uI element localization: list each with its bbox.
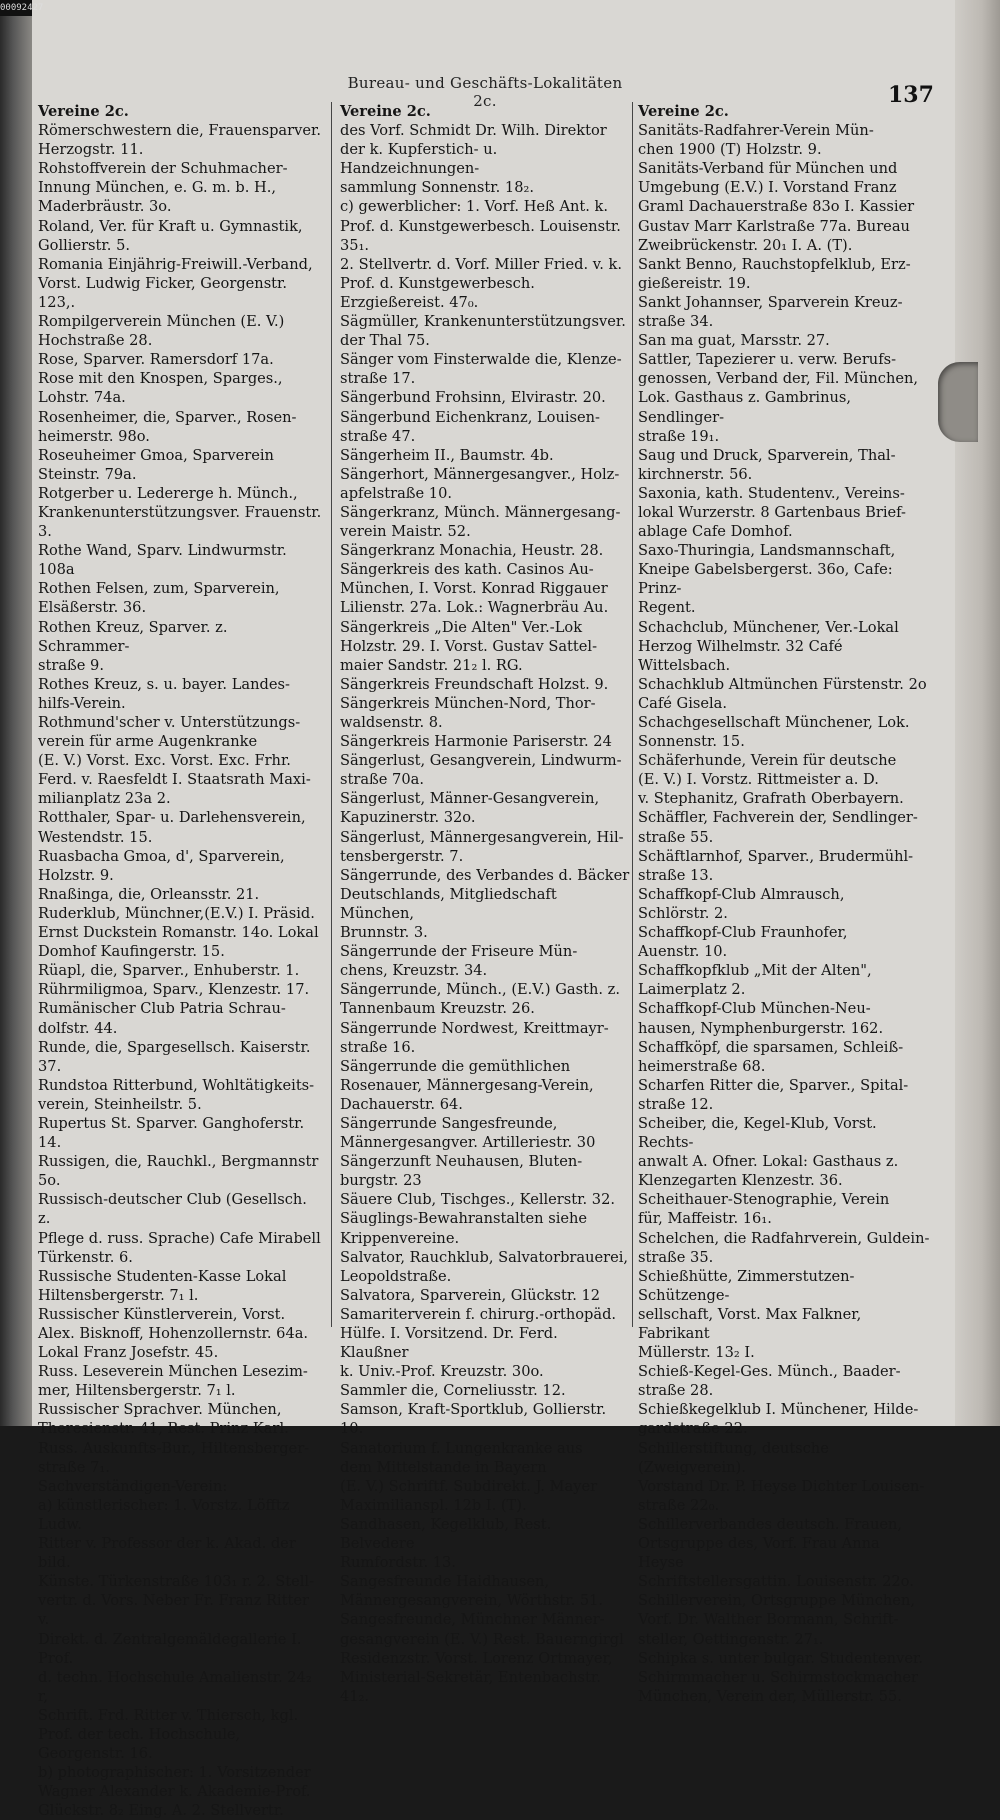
- directory-line: Schillerverein, Ortsgruppe München,: [638, 1592, 915, 1610]
- directory-line: mer, Hiltensbergerstr. 7₁ l.: [38, 1382, 236, 1400]
- directory-line: Holzstr. 29. I. Vorst. Gustav Sattel-: [340, 637, 598, 655]
- directory-line: Sängerlust, Männer-Gesangverein,: [340, 790, 600, 808]
- directory-line: Schießhütte, Zimmerstutzen-Schützenge-: [638, 1267, 855, 1304]
- directory-line: a) künstlerischer: 1. Vorstz. Löfftz Ludw.: [38, 1496, 290, 1533]
- directory-line: Sonnenstr. 15.: [638, 733, 745, 751]
- directory-line: dolfstr. 44.: [38, 1019, 118, 1037]
- directory-line: Sängerrunde der Friseure Mün-: [340, 943, 578, 961]
- directory-line: Türkenstr. 6.: [38, 1248, 133, 1266]
- directory-line: Sängerzunft Neuhausen, Bluten-: [340, 1153, 583, 1171]
- directory-line: Graml Dachauerstraße 83o I. Kassier: [638, 198, 915, 216]
- directory-line: Rumfordstr. 13.: [340, 1554, 456, 1572]
- directory-line: Lokal Franz Josefstr. 45.: [38, 1344, 219, 1362]
- directory-line: Maximilianspl. 12b I. (T).: [340, 1496, 527, 1514]
- directory-line: Rohstoffverein der Schuhmacher-: [38, 160, 288, 178]
- book-gutter: [0, 0, 44, 1426]
- directory-line: Roland, Ver. für Kraft u. Gymnastik,: [38, 217, 303, 235]
- directory-line: straße 47.: [340, 427, 416, 445]
- directory-line: München, I. Vorst. Konrad Riggauer: [340, 580, 608, 598]
- directory-line: Schlörstr. 2.: [638, 904, 728, 922]
- directory-line: Müllerstr. 13₂ I.: [638, 1344, 755, 1362]
- directory-line: straße 19₁.: [638, 427, 720, 445]
- directory-line: 2. Stellvertr. d. Vorf. Miller Fried. v. k.: [340, 255, 623, 273]
- directory-line: Sängerrunde Sangesfreunde,: [340, 1114, 558, 1132]
- directory-line: Rothen Felsen, zum, Sparverein,: [38, 580, 280, 598]
- directory-line: der k. Kupferstich- u. Handzeichnungen-: [340, 141, 498, 178]
- directory-line: (E. V.) I. Vorstz. Rittmeister a. D.: [638, 771, 879, 789]
- directory-line: Laimerplatz 2.: [638, 981, 746, 999]
- column-heading: Vereine 2c.: [340, 103, 431, 120]
- directory-line: Säuglings-Bewahranstalten siehe: [340, 1210, 588, 1228]
- directory-line: vertr. d. Vors. Neber Fr. Franz Ritter v.: [38, 1592, 310, 1629]
- directory-line: v. Stephanitz, Grafrath Oberbayern.: [638, 790, 904, 808]
- directory-line: Rothmund'scher v. Unterstützungs-: [38, 714, 301, 731]
- directory-line: Russische Studenten-Kasse Lokal: [38, 1267, 287, 1285]
- directory-line: Sängerrunde, Münch., (E.V.) Gasth. z.: [340, 981, 620, 999]
- directory-line: Russ. Auskunfts-Bur., Hiltensberger-: [38, 1439, 310, 1457]
- directory-line: Direkt. d. Zentralgemäldegallerie I. Prof.: [38, 1630, 302, 1667]
- directory-line: Männergesangver. Artilleriestr. 30: [340, 1134, 596, 1152]
- directory-line: ablage Cafe Domhof.: [638, 523, 793, 541]
- directory-line: Vorf. Dr. Walther Bormann, Schrift-: [638, 1611, 899, 1629]
- directory-line: burgstr. 23: [340, 1172, 422, 1190]
- directory-line: Sängerkreis Harmonie Pariserstr. 24: [340, 733, 612, 751]
- directory-line: heimerstr. 98o.: [38, 427, 150, 445]
- directory-line: Sängerbund Eichenkranz, Louisen-: [340, 408, 600, 426]
- directory-line: Sängerheim II., Baumstr. 4b.: [340, 446, 554, 464]
- directory-line: Rnaßinga, die, Orleansstr. 21.: [38, 885, 260, 903]
- directory-line: Klenzegarten Klenzestr. 36.: [638, 1172, 843, 1190]
- directory-line: sellschaft, Vorst. Max Falkner, Fabrikant: [638, 1305, 862, 1342]
- directory-line: Sängerrunde die gemüthlichen: [340, 1057, 571, 1075]
- directory-line: Maderbräustr. 3o.: [38, 198, 172, 216]
- directory-line: Schachgesellschaft Münchener, Lok.: [638, 714, 910, 731]
- directory-line: Prof. der tech. Hochschule, Georgenstr. 16.: [38, 1725, 241, 1763]
- directory-line: Westendstr. 15.: [38, 828, 153, 846]
- directory-line: Römerschwestern die, Frauensparver.: [38, 122, 321, 140]
- directory-line: Deutschlands, Mitgliedschaft München,: [340, 885, 557, 922]
- directory-line: Schaffköpf, die sparsamen, Schleiß-: [638, 1038, 904, 1056]
- directory-line: chens, Kreuzstr. 34.: [340, 962, 488, 980]
- directory-line: Herzogstr. 11.: [38, 141, 144, 159]
- page-edge: [955, 0, 1000, 1426]
- directory-line: Café Gisela.: [638, 694, 728, 712]
- directory-line: Sängerkreis Freundschaft Holzst. 9.: [340, 675, 609, 693]
- column-2: [340, 102, 630, 1706]
- directory-line: Elsäßerstr. 36.: [38, 599, 147, 617]
- directory-line: Holzstr. 9.: [38, 866, 114, 884]
- directory-line: c) gewerblicher: 1. Vorf. Heß Ant. k.: [340, 198, 609, 216]
- directory-line: straße 9.: [38, 656, 104, 674]
- directory-line: Gustav Marr Karlstraße 77a. Bureau: [638, 217, 910, 235]
- directory-line: b) photographischer: 1. Vorsitzender: [38, 1764, 311, 1782]
- directory-line: Scharfen Ritter die, Sparver., Spital-: [638, 1076, 909, 1094]
- directory-line: für, Maffeistr. 16₁.: [638, 1210, 772, 1228]
- directory-line: verein für arme Augenkranke: [38, 733, 258, 751]
- directory-line: Vorstand Dr. P. Heyse Dichter Louisen-: [638, 1477, 925, 1495]
- directory-line: (E. V.) Schriftf. Subdirekt. J. Mayer: [340, 1477, 598, 1495]
- column-1: [38, 102, 323, 1820]
- directory-line: (E. V.) Vorst. Exc. Vorst. Exc. Frhr.: [38, 752, 291, 770]
- directory-line: Ferd. v. Raesfeldt I. Staatsrath Maxi-: [38, 771, 311, 789]
- running-head: Bureau- und Geschäfts-Lokalitäten 2c.: [347, 74, 623, 110]
- directory-line: hilfs-Verein.: [38, 694, 126, 712]
- column-heading: Vereine 2c.: [638, 103, 729, 120]
- directory-line: Vorst. Ludwig Ficker, Georgenstr. 123,.: [38, 274, 288, 311]
- directory-line: straße 16.: [340, 1038, 416, 1056]
- directory-line: Russigen, die, Rauchkl., Bergmannstr 5o.: [38, 1153, 319, 1190]
- directory-line: Rosenauer, Männergesang-Verein,: [340, 1076, 594, 1094]
- directory-line: Rotthaler, Spar- u. Darlehensverein,: [38, 809, 306, 827]
- directory-line: Ortsgruppe des, Vorf. Frau Anna Heyse: [638, 1535, 880, 1572]
- directory-line: Rose mit den Knospen, Sparges.,: [38, 370, 283, 388]
- directory-line: des Vorf. Schmidt Dr. Wilh. Direktor: [340, 122, 607, 140]
- directory-line: Regent.: [638, 599, 696, 617]
- directory-line: Salvatora, Sparverein, Glückstr. 12: [340, 1286, 601, 1304]
- column-rule: [632, 102, 633, 1327]
- directory-line: Runde, die, Spargesellsch. Kaiserstr. 37.: [38, 1038, 311, 1075]
- directory-line: Krippenvereine.: [340, 1229, 460, 1247]
- directory-line: Leopoldstraße.: [340, 1267, 452, 1285]
- column-rule: [331, 102, 332, 1327]
- directory-line: straße 35.: [638, 1248, 714, 1266]
- directory-line: tensbergerstr. 7.: [340, 847, 464, 865]
- directory-line: Innung München, e. G. m. b. H.,: [38, 179, 277, 197]
- directory-line: straße 55.: [638, 828, 714, 846]
- directory-line: Tannenbaum Kreuzstr. 26.: [340, 1000, 535, 1018]
- directory-line: Sängerbund Frohsinn, Elvirastr. 20.: [340, 389, 606, 407]
- directory-line: Dachauerstr. 64.: [340, 1095, 463, 1113]
- directory-line: Sängerlust, Männergesangverein, Hil-: [340, 828, 624, 846]
- directory-line: Rose, Sparver. Ramersdorf 17a.: [38, 351, 274, 369]
- directory-line: Alex. Bisknoff, Hohenzollernstr. 64a.: [38, 1325, 309, 1342]
- directory-line: Schaffkopfklub „Mit der Alten",: [638, 962, 872, 980]
- directory-line: Sängerrunde, des Verbandes d. Bäcker: [340, 866, 630, 884]
- directory-line: Schipka s. unter bulgar. Studentenver.: [638, 1649, 923, 1667]
- directory-line: Hochstraße 28.: [38, 332, 153, 350]
- directory-line: Auenstr. 10.: [638, 943, 728, 961]
- directory-line: straße 28.: [638, 1382, 714, 1400]
- directory-line: Schelchen, die Radfahrverein, Guldein-: [638, 1229, 930, 1247]
- directory-line: Rumänischer Club Patria Schrau-: [38, 1000, 286, 1018]
- directory-line: Sanitäts-Radfahrer-Verein Mün-: [638, 122, 874, 140]
- directory-line: Roseuheimer Gmoa, Sparverein: [38, 446, 274, 464]
- directory-line: Romania Einjährig-Freiwill.-Verband,: [38, 255, 313, 273]
- directory-line: d. techn. Hochschule Amalienstr. 24₂ r,: [38, 1668, 312, 1705]
- directory-line: Rompilgerverein München (E. V.): [38, 313, 285, 331]
- directory-line: straße 7₁.: [38, 1458, 110, 1476]
- directory-line: straße 17.: [340, 370, 416, 388]
- directory-line: Rundstoa Ritterbund, Wohltätigkeits-: [38, 1076, 315, 1094]
- directory-line: Hiltensbergerstr. 7₁ l.: [38, 1286, 199, 1304]
- directory-line: Samson, Kraft-Sportklub, Gollierstr. 10.: [340, 1401, 607, 1438]
- directory-line: Brunnstr. 3.: [340, 924, 428, 942]
- directory-line: Lok. Gasthaus z. Gambrinus, Sendlinger-: [638, 389, 852, 426]
- directory-line: Saug und Druck, Sparverein, Thal-: [638, 446, 896, 464]
- directory-line: Lilienstr. 27a. Lok.: Wagnerbräu Au.: [340, 599, 609, 617]
- directory-line: Wagner Alexander k. Akademie-Prof.: [38, 1783, 311, 1801]
- directory-line: Rothen Kreuz, Sparver. z. Schrammer-: [38, 618, 228, 655]
- directory-line: Domhof Kaufingerstr. 15.: [38, 943, 225, 961]
- directory-line: verein Maistr. 52.: [340, 523, 471, 541]
- column-3: [638, 102, 930, 1706]
- directory-line: Schieß-Kegel-Ges. Münch., Baader-: [638, 1363, 901, 1381]
- directory-line: Sankt Benno, Rauchstopfelklub, Erz-: [638, 255, 911, 273]
- directory-line: gesangverein (E. V.) Rest. Bauerngirgl: [340, 1630, 624, 1648]
- directory-line: gardstraße 22.: [638, 1420, 748, 1438]
- directory-line: Prof. d. Kunstgewerbesch. Louisenstr. 35₁.: [340, 217, 621, 254]
- directory-line: Residenzstr. Vorst. Lorenz Ortmayer,: [340, 1649, 613, 1667]
- directory-line: dem Mittelstande in Bayern: [340, 1458, 547, 1476]
- directory-line: straße 22₀.: [638, 1496, 720, 1514]
- directory-line: Ruderklub, Münchner,(E.V.) I. Präsid.: [38, 904, 315, 922]
- column-heading: Vereine 2c.: [38, 103, 129, 120]
- directory-line: Sangesfreunde Haidhausen,: [340, 1573, 550, 1591]
- directory-line: Krankenunterstützungsver. Frauenstr. 3.: [38, 503, 322, 541]
- directory-line: Steinstr. 79a.: [38, 465, 137, 483]
- directory-line: Prof. d. Kunstgewerbesch. Erzgießereist. 47₀.: [340, 274, 535, 311]
- directory-line: der Thal 75.: [340, 332, 430, 350]
- directory-line: Künste. Türkenstraße 103₁ r. 2. Stell-: [38, 1573, 315, 1591]
- directory-line: Gollierstr. 5.: [38, 236, 130, 254]
- directory-line: München, Verein der, Müllerstr. 55.: [638, 1687, 902, 1705]
- directory-line: Samariterverein f. chirurg.-orthopäd.: [340, 1305, 617, 1323]
- directory-line: Sängerrunde Nordwest, Kreittmayr-: [340, 1019, 609, 1037]
- directory-line: Sachverständigen-Verein:: [38, 1477, 228, 1495]
- directory-line: Salvator, Rauchklub, Salvatorbrauerei,: [340, 1248, 629, 1266]
- directory-line: heimerstraße 68.: [638, 1057, 766, 1075]
- directory-line: chen 1900 (T) Holzstr. 9.: [638, 141, 822, 159]
- directory-line: Ritter v. Professor der k. Akad. der bild.: [38, 1535, 296, 1572]
- directory-line: Sängerkranz Monachia, Heustr. 28.: [340, 542, 604, 560]
- directory-line: Schrift. Frd. Ritter v. Thiersch, kgl.: [38, 1706, 299, 1724]
- directory-line: Sängerhort, Männergesangver., Holz-: [340, 465, 620, 483]
- directory-line: Scheithauer-Stenographie, Verein: [638, 1191, 890, 1209]
- directory-line: Russisch-deutscher Club (Gesellsch. z.: [38, 1191, 307, 1228]
- directory-line: Schachklub Altmünchen Fürstenstr. 2o: [638, 675, 927, 693]
- directory-line: Sanatorium f. Lungenkranke aus: [340, 1439, 583, 1457]
- directory-line: straße 12.: [638, 1095, 714, 1113]
- directory-line: Rothes Kreuz, s. u. bayer. Landes-: [38, 675, 290, 693]
- directory-line: Ernst Duckstein Romanstr. 14o. Lokal: [38, 924, 319, 942]
- directory-line: Sangesfreunde, Münchner Männer-: [340, 1611, 605, 1629]
- directory-line: Umgebung (E.V.) I. Vorstand Franz: [638, 179, 897, 197]
- directory-line: maier Sandstr. 21₂ l. RG.: [340, 656, 523, 674]
- thumb-index-tab: [938, 362, 978, 442]
- directory-line: Schäffler, Fachverein der, Sendlinger-: [638, 809, 918, 827]
- directory-line: Hülfe. I. Vorsitzend. Dr. Ferd. Klaußner: [340, 1325, 558, 1362]
- directory-line: Rupertus St. Sparver. Ganghoferstr. 14.: [38, 1114, 305, 1152]
- directory-line: Sängerkreis des kath. Casinos Au-: [340, 561, 594, 579]
- directory-line: Schirmmacher u. Schirmstockmacher: [638, 1668, 919, 1686]
- directory-line: straße 34.: [638, 313, 714, 331]
- directory-line: Rothe Wand, Sparv. Lindwurmstr. 108a: [38, 542, 287, 579]
- scan-id: 00092427: [0, 0, 32, 16]
- directory-line: Kneipe Gabelsbergerst. 36o, Cafe: Prinz-: [638, 561, 893, 598]
- directory-line: San ma guat, Marsstr. 27.: [638, 332, 830, 350]
- directory-line: Kapuzinerstr. 32o.: [340, 809, 476, 827]
- directory-line: Russischer Künstlerverein, Vorst.: [38, 1305, 286, 1323]
- directory-line: Lohstr. 74a.: [38, 389, 126, 407]
- directory-line: Sängerkreis „Die Alten" Ver.-Lok: [340, 618, 583, 636]
- directory-line: Rotgerber u. Ledererge h. Münch.,: [38, 484, 298, 502]
- directory-line: Saxo-Thuringia, Landsmannschaft,: [638, 542, 896, 560]
- directory-line: Sängerkreis München-Nord, Thor-: [340, 694, 596, 712]
- directory-line: lokal Wurzerstr. 8 Gartenbaus Brief-: [638, 503, 906, 521]
- directory-line: Schillerverbandes deutsch. Frauen,: [638, 1515, 903, 1533]
- directory-line: verein, Steinheilstr. 5.: [38, 1095, 202, 1113]
- directory-line: Sammler die, Corneliusstr. 12.: [340, 1382, 566, 1400]
- directory-line: kirchnerstr. 56.: [638, 465, 753, 483]
- directory-line: Schaffkopf-Club München-Neu-: [638, 1000, 871, 1018]
- directory-line: Russ. Leseverein München Lesezim-: [38, 1363, 308, 1381]
- directory-line: Sandhasen, Kegelklub, Rest. Belvedere: [340, 1515, 552, 1553]
- directory-line: genossen, Verband der, Fil. München,: [638, 370, 919, 388]
- directory-line: Russischer Sprachver. München,: [38, 1401, 282, 1419]
- directory-line: Scheiber, die, Kegel-Klub, Vorst. Rechts-: [638, 1114, 877, 1152]
- directory-line: Rosenheimer, die, Sparver., Rosen-: [38, 408, 297, 426]
- directory-line: Sankt Johannser, Sparverein Kreuz-: [638, 293, 903, 311]
- directory-line: Glückstr. 8₂ Eing. A. 2. Stellvertr.: [38, 1802, 284, 1820]
- directory-line: Theresienstr. 41, Rest. Prinz Karl.: [38, 1420, 289, 1438]
- directory-line: Sattler, Tapezierer u. verw. Berufs-: [638, 351, 897, 369]
- directory-line: Zweibrückenstr. 20₁ I. A. (T).: [638, 236, 853, 254]
- directory-line: Schießkegelklub I. Münchener, Hilde-: [638, 1401, 919, 1419]
- directory-line: Ministerial-Sekretär, Entenbachstr. 41₂.: [340, 1668, 601, 1705]
- directory-line: Männergesangverein, Wörthstr. 51.: [340, 1592, 604, 1610]
- directory-line: gießereistr. 19.: [638, 274, 751, 292]
- directory-line: Schillerstiftung, deutsche (Zweigverein).: [638, 1439, 829, 1476]
- directory-line: straße 13.: [638, 866, 714, 884]
- directory-line: sammlung Sonnenstr. 18₂.: [340, 179, 534, 197]
- directory-line: k. Univ.-Prof. Kreuzstr. 30o.: [340, 1363, 544, 1381]
- directory-line: Herzog Wilhelmstr. 32 Café Wittelsbach.: [638, 637, 843, 674]
- directory-line: Schriftstellersgattin. Louisenstr. 22o.: [638, 1573, 914, 1591]
- directory-line: milianplatz 23a 2.: [38, 790, 171, 808]
- directory-line: apfelstraße 10.: [340, 484, 453, 502]
- directory-line: straße 70a.: [340, 771, 424, 789]
- directory-line: Sanitäts-Verband für München und: [638, 160, 898, 178]
- directory-line: Ruasbacha Gmoa, d', Sparverein,: [38, 847, 285, 865]
- directory-line: Sängerlust, Gesangverein, Lindwurm-: [340, 752, 622, 770]
- directory-line: Schaffkopf-Club Almrausch,: [638, 885, 845, 903]
- directory-line: Säuere Club, Tischges., Kellerstr. 32.: [340, 1191, 615, 1209]
- directory-line: Schäferhunde, Verein für deutsche: [638, 752, 897, 770]
- directory-line: hausen, Nymphenburgerstr. 162.: [638, 1019, 884, 1037]
- directory-line: Saxonia, kath. Studentenv., Vereins-: [638, 484, 905, 502]
- directory-line: Rührmiligmoa, Sparv., Klenzestr. 17.: [38, 981, 310, 999]
- directory-line: waldsenstr. 8.: [340, 714, 443, 731]
- directory-line: Sängerkranz, Münch. Männergesang-: [340, 503, 621, 521]
- page-number: 137: [888, 82, 934, 108]
- directory-line: Schaffkopf-Club Fraunhofer,: [638, 924, 848, 942]
- directory-line: Rüapl, die, Sparver., Enhuberstr. 1.: [38, 962, 300, 980]
- directory-line: steller, Oettingenstr. 27₁.: [638, 1630, 824, 1648]
- directory-line: Pflege d. russ. Sprache) Cafe Mirabell: [38, 1229, 321, 1247]
- directory-line: Schachclub, Münchener, Ver.-Lokal: [638, 618, 899, 636]
- directory-line: Sänger vom Finsterwalde die, Klenze-: [340, 351, 622, 369]
- directory-line: anwalt A. Ofner. Lokal: Gasthaus z.: [638, 1153, 899, 1171]
- directory-line: Schäftlarnhof, Sparver., Brudermühl-: [638, 847, 914, 865]
- directory-line: Sägmüller, Krankenunterstützungsver.: [340, 313, 626, 331]
